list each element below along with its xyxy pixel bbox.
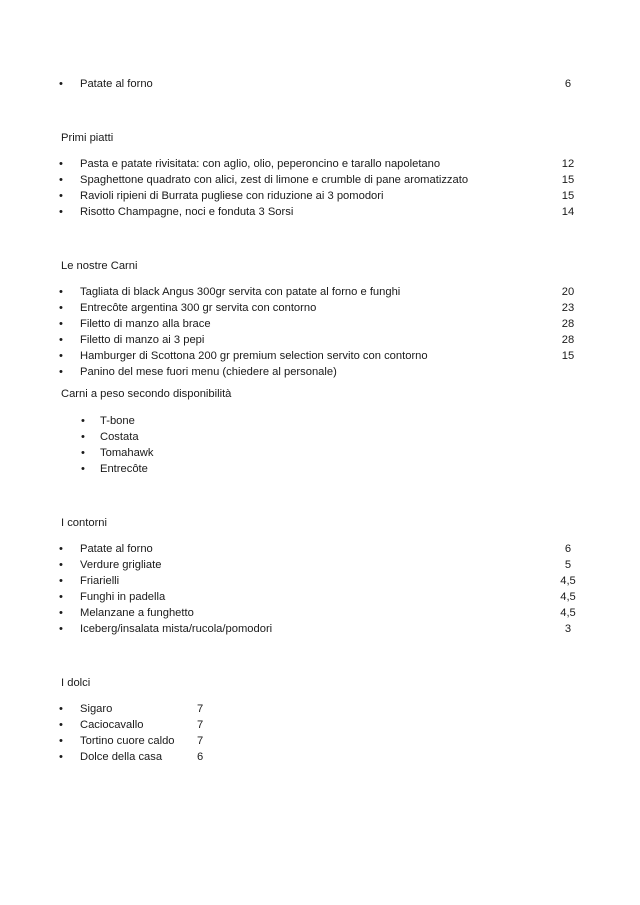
menu-item-price: 14 — [561, 206, 575, 218]
menu-item-label: Ravioli ripieni di Burrata pugliese con riduzione ai 3 pomodori — [80, 190, 384, 202]
sub-menu-item — [0, 461, 640, 477]
bullet-icon: • — [59, 78, 63, 90]
menu-item — [0, 300, 640, 316]
menu-item-price: 5 — [564, 559, 572, 571]
menu-item-price: 4,5 — [560, 607, 576, 619]
bullet-icon: • — [59, 302, 63, 314]
menu-item-label: Patate al forno — [80, 543, 153, 555]
menu-item-label: Melanzane a funghetto — [80, 607, 194, 619]
menu-item-label: Pasta e patate rivisitata: con aglio, olio, peperoncino e tarallo napoletano — [80, 158, 441, 170]
menu-item-price: 4,5 — [560, 591, 576, 603]
menu-item-label: Spaghettone quadrato con alici, zest di limone e crumble di pane aromatizzato — [80, 174, 469, 186]
menu-item — [0, 332, 640, 348]
bullet-icon: • — [59, 174, 63, 186]
section-i-contorni — [0, 515, 640, 637]
menu-item-label: Verdure grigliate — [80, 559, 162, 571]
menu-item — [0, 621, 640, 637]
section-heading: Le nostre Carni — [61, 260, 138, 272]
menu-item — [0, 589, 640, 605]
menu-item — [0, 348, 640, 364]
bullet-icon: • — [59, 559, 63, 571]
menu-item-label: Sigaro — [80, 703, 113, 715]
menu-item — [0, 557, 640, 573]
menu-item — [0, 188, 640, 204]
menu-item-label: Tortino cuore caldo — [80, 735, 175, 747]
section-heading: I contorni — [61, 517, 108, 529]
menu-item-label: Dolce della casa — [80, 751, 163, 763]
menu-item-price: 20 — [561, 286, 575, 298]
menu-item — [0, 204, 640, 220]
menu-item — [0, 701, 640, 717]
menu-item — [0, 733, 640, 749]
bullet-icon: • — [59, 190, 63, 202]
menu-item-label: Funghi in padella — [80, 591, 166, 603]
menu-item-price: 6 — [564, 543, 572, 555]
bullet-icon: • — [59, 591, 63, 603]
menu-item-label: Friarielli — [80, 575, 120, 587]
menu-item-price: 3 — [564, 623, 572, 635]
menu-item-label: Hamburger di Scottona 200 gr premium selection servito con contorno — [80, 350, 428, 362]
section-i-dolci — [0, 675, 640, 765]
bullet-icon: • — [59, 607, 63, 619]
menu-item-price: 7 — [197, 735, 204, 747]
menu-item — [0, 76, 640, 92]
menu-item-price: 7 — [197, 719, 204, 731]
menu-item-price: 15 — [561, 174, 575, 186]
carni-a-peso-list — [0, 413, 640, 477]
menu-item-price: 7 — [197, 703, 204, 715]
menu-item — [0, 156, 640, 172]
menu-item-price: 28 — [561, 318, 575, 330]
menu-item-list — [0, 701, 640, 765]
bullet-icon: • — [59, 575, 63, 587]
bullet-icon: • — [59, 334, 63, 346]
orphan-item-list — [0, 76, 640, 92]
bullet-icon: • — [81, 415, 85, 427]
bullet-icon: • — [59, 719, 63, 731]
menu-item-price: 23 — [561, 302, 575, 314]
bullet-icon: • — [59, 543, 63, 555]
menu-item — [0, 364, 640, 380]
menu-item-label: Iceberg/insalata mista/rucola/pomodori — [80, 623, 273, 635]
bullet-icon: • — [59, 318, 63, 330]
menu-item-list — [0, 541, 640, 637]
bullet-icon: • — [59, 350, 63, 362]
bullet-icon: • — [59, 366, 63, 378]
carni-a-peso-note: Carni a peso secondo disponibilità — [61, 388, 232, 400]
bullet-icon: • — [59, 735, 63, 747]
sub-menu-item-label: Tomahawk — [100, 447, 154, 459]
menu-item — [0, 573, 640, 589]
menu-item — [0, 284, 640, 300]
bullet-icon: • — [81, 463, 85, 475]
bullet-icon: • — [59, 751, 63, 763]
menu-item — [0, 749, 640, 765]
menu-item-label: Filetto di manzo alla brace — [80, 318, 211, 330]
menu-item-label: Filetto di manzo ai 3 pepi — [80, 334, 205, 346]
menu-item-label: Entrecôte argentina 300 gr servita con contorno — [80, 302, 317, 314]
sub-menu-item-label: Entrecôte — [100, 463, 148, 475]
menu-item-list — [0, 284, 640, 380]
menu-item — [0, 316, 640, 332]
sub-menu-item — [0, 445, 640, 461]
bullet-icon: • — [59, 623, 63, 635]
sub-menu-item-label: Costata — [100, 431, 139, 443]
section-le-nostre-carni — [0, 258, 640, 477]
sub-menu-item — [0, 429, 640, 445]
menu-item — [0, 717, 640, 733]
bullet-icon: • — [59, 703, 63, 715]
menu-item-price: 28 — [561, 334, 575, 346]
menu-item-price: 15 — [561, 190, 575, 202]
menu-item-label: Tagliata di black Angus 300gr servita con patate al forno e funghi — [80, 286, 401, 298]
bullet-icon: • — [81, 431, 85, 443]
menu-item-price: 6 — [197, 751, 204, 763]
menu-item — [0, 605, 640, 621]
menu-item-price: 12 — [561, 158, 575, 170]
menu-item-label: Patate al forno — [80, 78, 153, 90]
menu-item-price: 4,5 — [560, 575, 576, 587]
section-primi-piatti — [0, 130, 640, 220]
sub-menu-item-label: T-bone — [100, 415, 135, 427]
menu-item-label: Caciocavallo — [80, 719, 144, 731]
menu-item-label: Panino del mese fuori menu (chiedere al personale) — [80, 366, 337, 378]
bullet-icon: • — [59, 206, 63, 218]
menu-item-list — [0, 156, 640, 220]
bullet-icon: • — [59, 286, 63, 298]
bullet-icon: • — [59, 158, 63, 170]
menu-item-price: 15 — [561, 350, 575, 362]
menu-item-price: 6 — [564, 78, 572, 90]
section-heading: Primi piatti — [61, 132, 114, 144]
bullet-icon: • — [81, 447, 85, 459]
section-heading: I dolci — [61, 677, 91, 689]
menu-item — [0, 172, 640, 188]
menu-item-label: Risotto Champagne, noci e fonduta 3 Sorsi — [80, 206, 294, 218]
sub-menu-item — [0, 413, 640, 429]
menu-item — [0, 541, 640, 557]
